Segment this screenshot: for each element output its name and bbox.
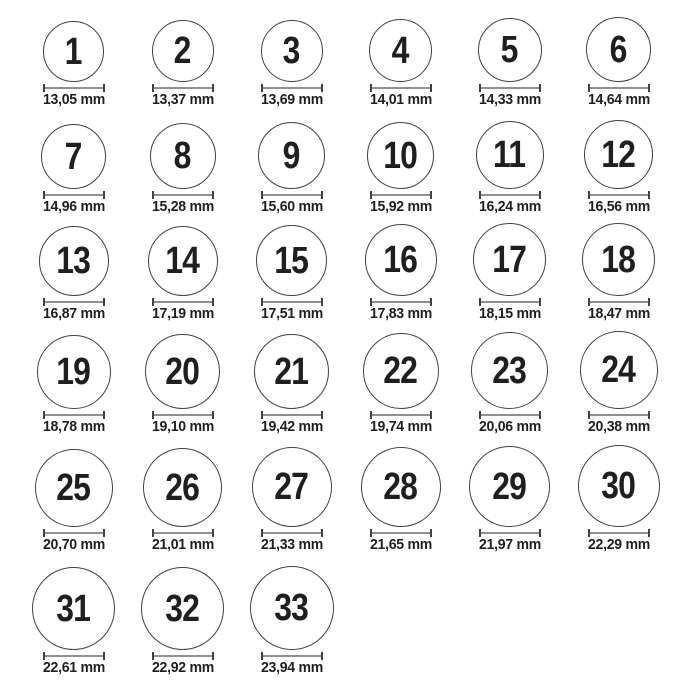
ring-size-number: 24: [601, 349, 636, 391]
ring-size-number: 33: [274, 587, 309, 629]
ring-circle: [37, 335, 111, 409]
diameter-label: 13,37 mm: [151, 91, 214, 108]
diameter-label: 14,01 mm: [369, 91, 432, 108]
diameter-label: 16,24 mm: [478, 198, 541, 215]
ring-circle: [252, 447, 332, 527]
ring-size-number: 32: [165, 587, 200, 630]
ring-circle: [150, 123, 216, 189]
ring-size-item: [564, 0, 673, 107]
ring-circle: [43, 21, 104, 82]
ring-size-number: 20: [165, 350, 200, 393]
ring-size-number: 10: [383, 134, 418, 177]
ring-circle: [369, 19, 432, 82]
ring-size-number: 19: [56, 351, 91, 393]
ring-circle: [258, 122, 325, 189]
ring-size-number: 27: [274, 466, 309, 508]
ring-size-item: [346, 434, 455, 552]
chart-row: [19, 321, 700, 434]
ring-circle: [148, 226, 218, 296]
ring-size-number: 9: [283, 134, 300, 177]
ring-size-number: 12: [601, 133, 636, 176]
diameter-label: 15,28 mm: [151, 198, 214, 215]
diameter-label: 21,01 mm: [151, 536, 214, 553]
ring-size-item: [237, 321, 346, 434]
ring-size-number: 25: [56, 467, 91, 509]
ring-circle: [363, 333, 439, 409]
ring-circle: [469, 446, 550, 527]
diameter-label: 19,42 mm: [260, 418, 323, 435]
ring-size-item: [237, 434, 346, 552]
ring-size-number: 4: [392, 29, 409, 72]
ring-circle: [361, 447, 441, 527]
ring-size-item: [19, 552, 128, 675]
diameter-label: 15,60 mm: [260, 198, 323, 215]
ring-size-number: 8: [174, 135, 191, 177]
ring-circle: [256, 225, 327, 296]
ring-size-item: [564, 434, 673, 552]
ring-circle: [250, 566, 334, 650]
diameter-label: 16,87 mm: [42, 305, 105, 322]
diameter-label: 14,64 mm: [587, 91, 650, 108]
diameter-label: 21,33 mm: [260, 536, 323, 553]
ring-size-number: 17: [492, 238, 527, 281]
ring-size-item: [19, 0, 128, 107]
diameter-label: 18,47 mm: [587, 305, 650, 322]
ring-size-item: [564, 107, 673, 214]
ring-size-number: 21: [274, 350, 309, 393]
diameter-label: 17,51 mm: [260, 305, 323, 322]
ring-size-number: 26: [165, 466, 200, 509]
ring-circle: [35, 449, 113, 527]
diameter-label: 20,38 mm: [587, 418, 650, 435]
diameter-label: 21,97 mm: [478, 536, 541, 553]
diameter-label: 22,29 mm: [587, 536, 650, 553]
ring-size-number: 1: [65, 30, 82, 73]
ring-circle: [143, 448, 222, 527]
ring-circle: [141, 567, 224, 650]
ring-size-item: [19, 321, 128, 434]
ring-size-item: [128, 321, 237, 434]
ring-size-item: [128, 552, 237, 675]
ring-size-number: 16: [383, 239, 418, 281]
diameter-label: 14,96 mm: [42, 198, 105, 215]
ring-size-item: [564, 321, 673, 434]
chart-row: [19, 552, 700, 675]
ring-size-item: [237, 552, 346, 675]
chart-row: [19, 214, 700, 321]
chart-row: [19, 0, 700, 107]
ring-size-item: [19, 214, 128, 321]
diameter-label: 19,74 mm: [369, 418, 432, 435]
diameter-label: 15,92 mm: [369, 198, 432, 215]
ring-circle: [32, 567, 115, 650]
diameter-label: 17,19 mm: [151, 305, 214, 322]
ring-size-item: [128, 214, 237, 321]
diameter-label: 21,65 mm: [369, 536, 432, 553]
diameter-label: 20,70 mm: [42, 536, 105, 553]
ring-size-number: 29: [492, 465, 527, 508]
ring-size-number: 13: [56, 240, 91, 282]
diameter-label: 18,15 mm: [478, 305, 541, 322]
ring-size-item: [237, 107, 346, 214]
ring-circle: [578, 445, 660, 527]
ring-circle: [582, 223, 655, 296]
ring-size-number: 23: [492, 349, 527, 392]
ring-circle: [39, 226, 109, 296]
ring-size-item: [346, 0, 455, 107]
ring-size-item: [19, 107, 128, 214]
ring-circle: [254, 334, 329, 409]
ring-size-number: 2: [174, 30, 191, 72]
ring-circle: [473, 223, 546, 296]
diameter-label: 17,83 mm: [369, 305, 432, 322]
diameter-label: 22,61 mm: [42, 659, 105, 676]
ring-size-item: [128, 434, 237, 552]
diameter-label: 14,33 mm: [478, 91, 541, 108]
ring-size-item: [19, 434, 128, 552]
ring-size-number: 30: [601, 465, 636, 507]
ring-circle: [584, 120, 653, 189]
ring-size-number: 28: [383, 466, 418, 508]
ring-circle: [586, 17, 651, 82]
ring-size-number: 3: [283, 30, 300, 72]
ring-size-item: [564, 214, 673, 321]
ring-size-number: 14: [165, 240, 200, 282]
chart-row: [19, 107, 700, 214]
chart-row: [19, 434, 700, 552]
ring-size-item: [455, 434, 564, 552]
diameter-label: 20,06 mm: [478, 418, 541, 435]
ring-size-number: 31: [56, 587, 91, 630]
diameter-label: 16,56 mm: [587, 198, 650, 215]
ring-size-item: [128, 107, 237, 214]
diameter-label: 23,94 mm: [260, 659, 323, 676]
ring-size-number: 22: [383, 350, 418, 392]
ring-size-item: [455, 107, 564, 214]
ring-size-number: 5: [501, 29, 518, 71]
diameter-label: 22,92 mm: [151, 659, 214, 676]
ring-size-number: 6: [610, 28, 627, 71]
ring-size-item: [455, 321, 564, 434]
ring-size-item: [346, 107, 455, 214]
ring-size-number: 7: [65, 135, 82, 178]
ring-circle: [471, 332, 548, 409]
diameter-label: 18,78 mm: [42, 418, 105, 435]
ring-circle: [152, 20, 214, 82]
ring-circle: [580, 331, 658, 409]
ring-size-number: 11: [493, 134, 526, 176]
ring-size-item: [128, 0, 237, 107]
diameter-label: 19,10 mm: [151, 418, 214, 435]
ring-circle: [145, 334, 220, 409]
ring-circle: [365, 224, 437, 296]
ring-size-item: [455, 0, 564, 107]
ring-circle: [367, 122, 434, 189]
diameter-label: 13,69 mm: [260, 91, 323, 108]
ring-size-item: [455, 214, 564, 321]
ring-circle: [261, 20, 323, 82]
ring-circle: [478, 18, 542, 82]
diameter-label: 13,05 mm: [42, 91, 105, 108]
ring-size-item: [346, 214, 455, 321]
ring-size-item: [237, 214, 346, 321]
ring-circle: [476, 121, 544, 189]
ring-size-item: [346, 321, 455, 434]
ring-circle: [41, 124, 106, 189]
ring-size-number: 15: [274, 239, 309, 282]
ring-size-item: [237, 0, 346, 107]
ring-size-number: 18: [601, 238, 636, 281]
